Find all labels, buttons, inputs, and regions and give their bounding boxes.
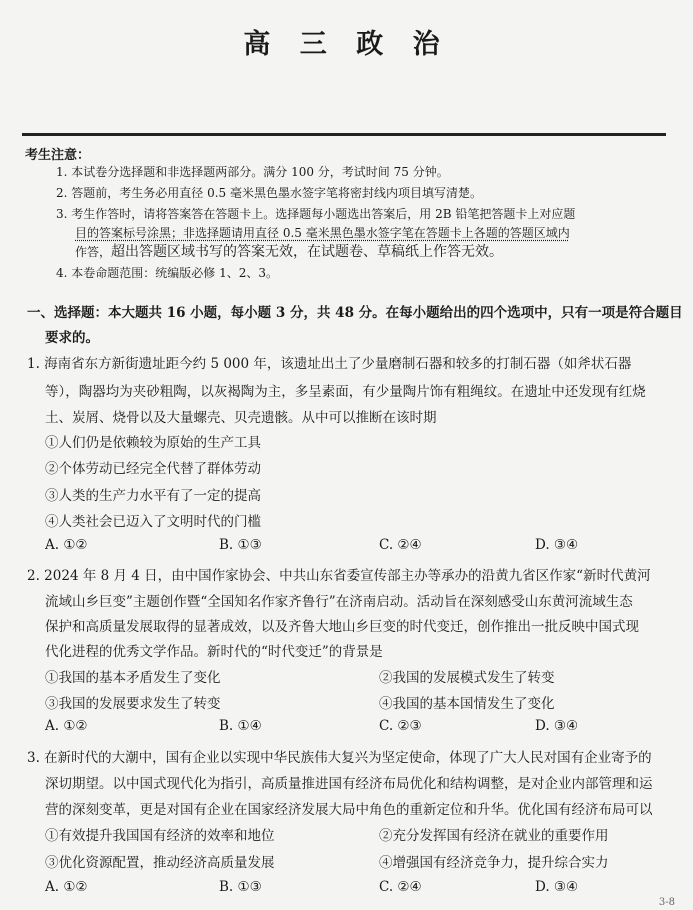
question-1-answer: D. ③④ — [535, 537, 579, 553]
question-2-item: ②我国的发展模式发生了转变 — [379, 670, 555, 686]
notice-emphasis: 超出答题区域书写的答案无效，在试题卷、草稿纸上作答无效。 — [111, 244, 504, 260]
question-3-line: 营的深刻变革，更是对国有企业在国家经济发展大局中角色的重新定位和升华。优化国有经济布局可以 — [45, 802, 653, 818]
question-2-item: ③我国的发展要求发生了转变 — [45, 696, 221, 712]
notice-line: 4. 本卷命题范围：统编版必修 1、2、3。 — [56, 266, 278, 280]
question-3-answer: A. ①② — [45, 879, 88, 895]
question-3-item: ④增强国有经济竞争力，提升综合实力 — [379, 855, 609, 871]
question-1-item: ③人类的生产力水平有了一定的提高 — [45, 488, 261, 504]
page-number: 3-8 — [658, 897, 675, 908]
question-2-line: 保护和高质量发展取得的显著成效，以及齐鲁大地山乡巨变的时代变迁，创作推出一批反映中国式现 — [45, 619, 639, 635]
question-1-answer: A. ①② — [45, 537, 88, 553]
question-3-answer: C. ②④ — [379, 879, 422, 895]
question-2-item: ④我国的基本国情发生了变化 — [379, 696, 555, 712]
question-2-line: 2. 2024 年 8 月 4 日，由中国作家协会、中共山东省委宣传部主办等承办的沿黄九省区作家“新时代黄河 — [27, 568, 651, 584]
header-divider — [22, 133, 666, 136]
notice-line: 3. 考生作答时，请将答案答在答题卡上。选择题每小题选出答案后，用 2B 铅笔把答题卡上对应题 — [56, 207, 576, 221]
question-2-line: 流域山乡巨变”主题创作暨“全国知名作家齐鲁行”在济南启动。活动旨在深刻感受山东黄河流域生态 — [45, 594, 633, 610]
question-3-line: 3. 在新时代的大潮中，国有企业以实现中华民族伟大复兴为坚定使命，体现了广大人民对国有企业寄予的 — [27, 750, 652, 766]
page-title: 高 三 政 治 — [243, 29, 450, 60]
question-2-answer: D. ③④ — [535, 718, 579, 734]
section-heading: 一、选择题：本大题共 16 小题，每小题 3 分，共 48 分。在每小题给出的四个选项中，只有一项是符合题目 — [27, 305, 683, 321]
question-2-answer: A. ①② — [45, 718, 88, 734]
notice-line-prefix: 作答， — [75, 245, 112, 259]
question-1-line: 等），陶器均为夹砂粗陶，以灰褐陶为主，多呈素面，有少量陶片饰有粗绳纹。在遗址中还发现有红烧 — [45, 384, 646, 400]
question-2-line: 代化进程的优秀文学作品。新时代的“时代变迁”的背景是 — [45, 644, 383, 660]
question-1-item: ④人类社会已迈入了文明时代的门槛 — [45, 514, 261, 530]
question-2-answer: C. ②③ — [379, 718, 422, 734]
question-2-answer: B. ①④ — [219, 718, 262, 734]
notice-line: 2. 答题前，考生务必用直径 0.5 毫米黑色墨水签字笔将密封线内项目填写清楚。 — [56, 186, 482, 200]
question-1-answer: B. ①③ — [219, 537, 262, 553]
question-3-answer: B. ①③ — [219, 879, 262, 895]
question-1-item: ②个体劳动已经完全代替了群体劳动 — [45, 461, 261, 477]
question-1-line: 1. 海南省东方新街遗址距今约 5 000 年，该遗址出土了少量磨制石器和较多的打制石器（如斧状石器 — [27, 356, 632, 372]
question-3-item: ③优化资源配置，推动经济高质量发展 — [45, 855, 275, 871]
section-heading-cont: 要求的。 — [45, 330, 99, 346]
notice-line: 1. 本试卷分选择题和非选择题两部分。满分 100 分，考试时间 75 分钟。 — [56, 165, 449, 179]
question-1-item: ①人们仍是依赖较为原始的生产工具 — [45, 435, 261, 451]
notice-line — [75, 241, 503, 261]
question-1-answer: C. ②④ — [379, 537, 422, 553]
question-2-item: ①我国的基本矛盾发生了变化 — [45, 670, 221, 686]
question-1-line: 土、炭屑、烧骨以及大量螺壳、贝壳遗骸。从中可以推断在该时期 — [45, 410, 437, 426]
notice-heading: 考生注意： — [25, 148, 91, 163]
question-3-line: 深切期望。以中国式现代化为指引，高质量推进国有经济布局优化和结构调整，是对企业内部管理和运 — [45, 776, 653, 792]
question-3-answer: D. ③④ — [535, 879, 579, 895]
question-3-item: ①有效提升我国国有经济的效率和地位 — [45, 828, 275, 844]
question-3-item: ②充分发挥国有经济在就业的重要作用 — [379, 828, 609, 844]
notice-line: 目的答案标号涂黑；非选择题请用直径 0.5 毫米黑色墨水签字笔在答题卡上各题的答题区域内 — [75, 226, 570, 240]
